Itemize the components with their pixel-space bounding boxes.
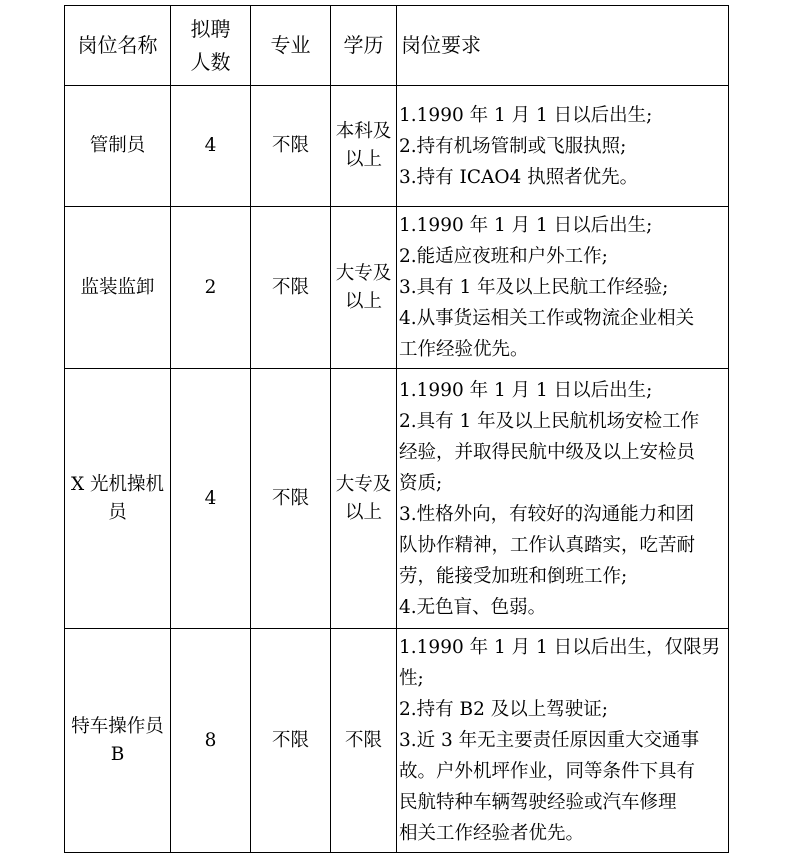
- requirement-line: 相关工作经验者优先。: [399, 823, 585, 844]
- major-cell: 不限: [251, 86, 331, 207]
- header-education: 学历: [331, 6, 397, 86]
- education-cell: 不限: [331, 629, 397, 853]
- table-row: [65, 207, 729, 369]
- requirement-line: 经验，并取得民航中级及以上安检员: [399, 441, 696, 463]
- count-cell: 2: [171, 207, 251, 369]
- requirement-line: 队协作精神，工作认真踏实，吃苦耐: [399, 534, 696, 556]
- position-cell: X 光机操机 员: [65, 369, 171, 629]
- requirement-line: 民航特种车辆驾驶经验或汽车修理: [399, 792, 677, 813]
- requirement-line: 资质;: [399, 472, 443, 494]
- requirement-line: 4.从事货运相关工作或物流企业相关: [399, 308, 695, 329]
- requirement-line: 3.持有 ICAO4 执照者优先。: [399, 166, 639, 188]
- requirement-line: 3.具有 1 年及以上民航工作经验;: [399, 277, 669, 298]
- recruitment-table: [64, 5, 729, 853]
- requirement-line: 1.1990 年 1 月 1 日以后出生;: [399, 215, 653, 236]
- requirement-line: 性;: [399, 668, 424, 689]
- requirement-line: 1.1990 年 1 月 1 日以后出生;: [399, 104, 653, 126]
- requirement-line: 3.近 3 年无主要责任原因重大交通事: [399, 730, 700, 751]
- education-cell: 本科及 以上: [331, 86, 397, 207]
- table-row: [65, 86, 729, 207]
- requirements-cell: [397, 207, 729, 369]
- requirement-line: 2.能适应夜班和户外工作;: [399, 246, 608, 267]
- position-cell: 监装监卸: [65, 207, 171, 369]
- count-cell: 4: [171, 86, 251, 207]
- requirement-line: 1.1990 年 1 月 1 日以后出生，仅限男: [399, 637, 721, 658]
- major-cell: 不限: [251, 629, 331, 853]
- header-position-name: 岗位名称: [65, 6, 171, 86]
- header-major: 专业: [251, 6, 331, 86]
- table-row: [65, 629, 729, 853]
- requirement-line: 工作经验优先。: [399, 339, 529, 360]
- requirements-cell: [397, 86, 729, 207]
- requirement-line: 4.无色盲、色弱。: [399, 596, 547, 618]
- requirement-line: 2.持有机场管制或飞服执照;: [399, 135, 627, 157]
- requirement-line: 劳，能接受加班和倒班工作;: [399, 565, 628, 587]
- table-row: [65, 369, 729, 629]
- count-cell: 8: [171, 629, 251, 853]
- major-cell: 不限: [251, 369, 331, 629]
- position-cell: 特车操作员 B: [65, 629, 171, 853]
- requirements-cell: [397, 369, 729, 629]
- requirements-cell: [397, 629, 729, 853]
- requirement-line: 2.具有 1 年及以上民航机场安检工作: [399, 410, 700, 432]
- header-requirements: 岗位要求: [397, 6, 729, 86]
- education-cell: 大专及 以上: [331, 207, 397, 369]
- major-cell: 不限: [251, 207, 331, 369]
- count-cell: 4: [171, 369, 251, 629]
- header-row: [65, 6, 729, 86]
- requirement-line: 1.1990 年 1 月 1 日以后出生;: [399, 379, 653, 401]
- requirement-line: 2.持有 B2 及以上驾驶证;: [399, 699, 609, 720]
- requirement-line: 故。户外机坪作业，同等条件下具有: [399, 761, 696, 782]
- position-cell: 管制员: [65, 86, 171, 207]
- education-cell: 大专及 以上: [331, 369, 397, 629]
- requirement-line: 3.性格外向，有较好的沟通能力和团: [399, 503, 695, 525]
- header-headcount: 拟聘 人数: [171, 6, 251, 86]
